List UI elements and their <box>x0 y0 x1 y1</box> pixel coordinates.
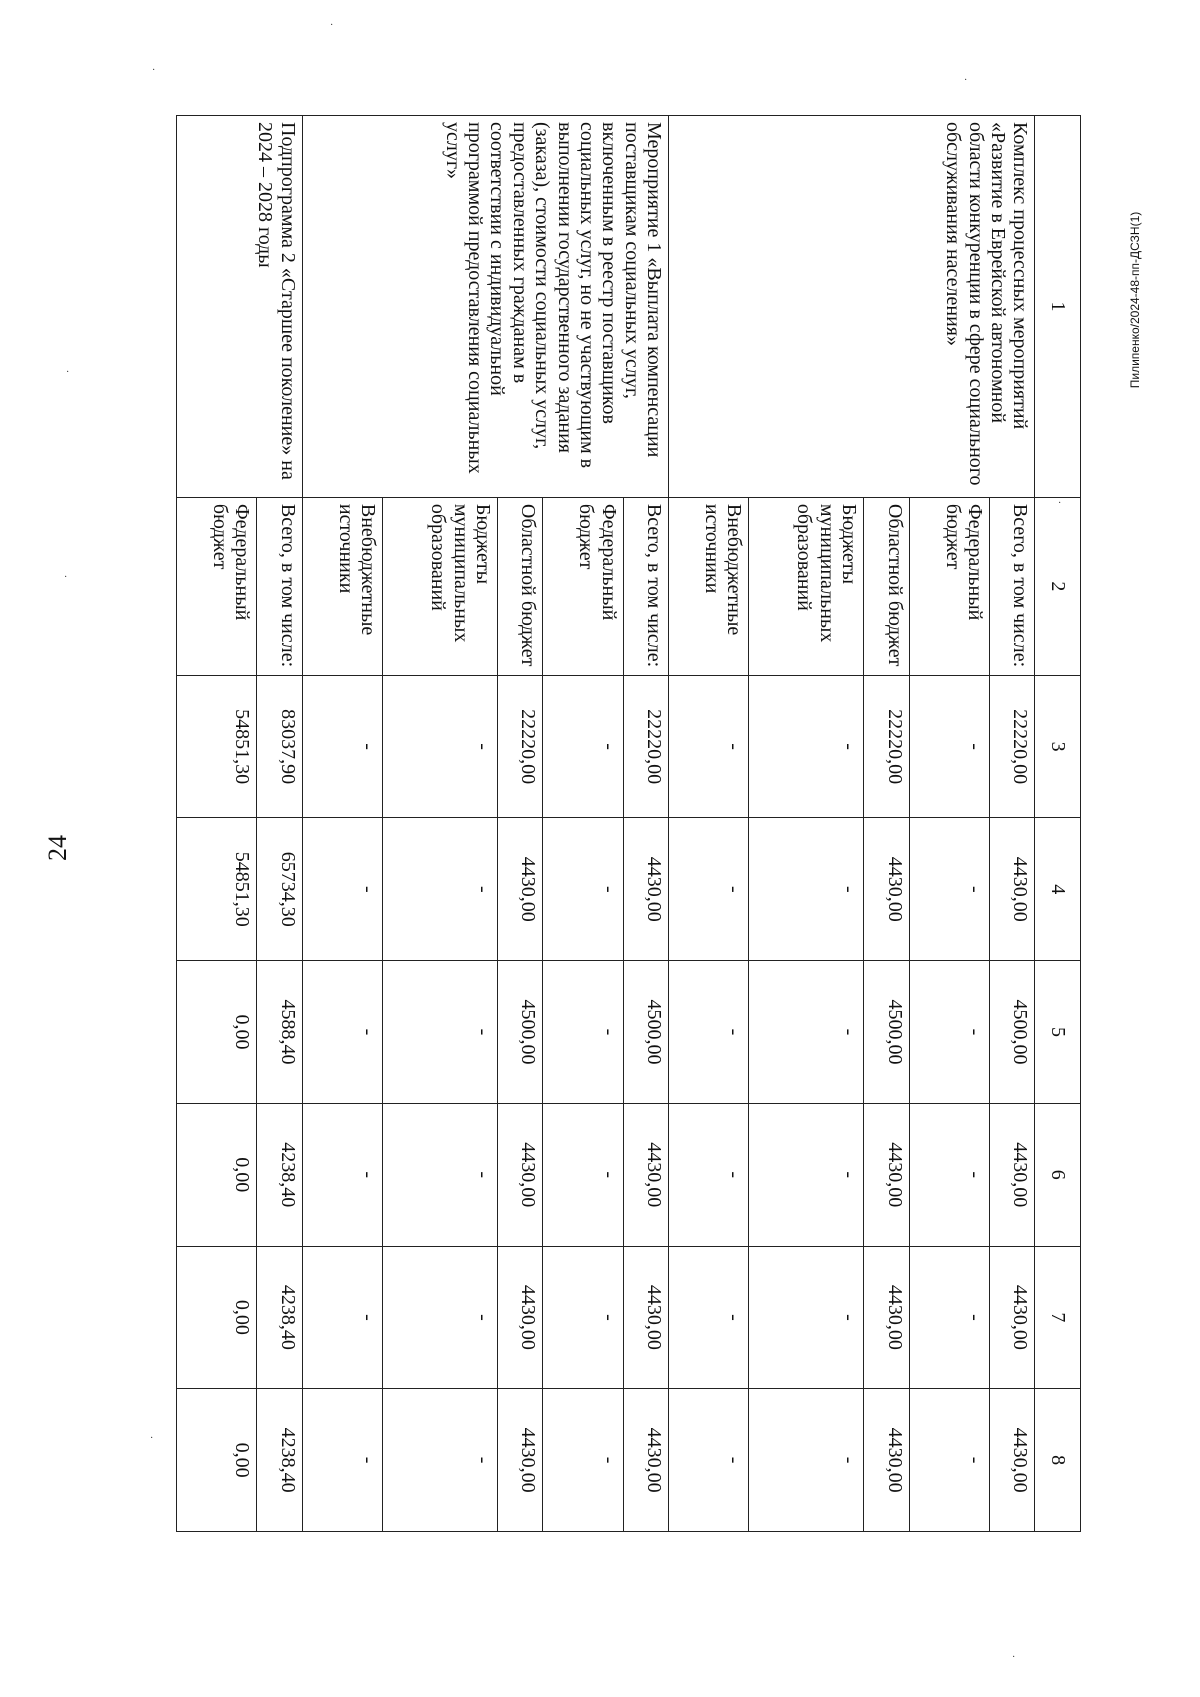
value-cell: - <box>383 1103 498 1246</box>
value-cell: - <box>543 961 623 1104</box>
scan-dot: · <box>1012 1652 1016 1663</box>
value-cell: 83037,90 <box>257 675 303 818</box>
value-cell: - <box>302 675 382 818</box>
value-cell: 4500,00 <box>989 961 1035 1104</box>
value-cell: 54851,30 <box>177 818 257 961</box>
value-cell: 4430,00 <box>864 1103 910 1246</box>
table-row <box>623 116 669 1532</box>
value-cell: 4238,40 <box>257 1103 303 1246</box>
funding-source: Областной бюджет <box>497 497 543 675</box>
value-cell: - <box>543 1103 623 1246</box>
value-cell: - <box>302 818 382 961</box>
budget-table-container <box>176 115 1081 1532</box>
value-cell: 4430,00 <box>623 1389 669 1532</box>
value-cell: - <box>749 1103 864 1246</box>
value-cell: 4430,00 <box>989 1103 1035 1246</box>
value-cell: 4430,00 <box>623 1246 669 1389</box>
value-cell: 0,00 <box>177 1246 257 1389</box>
column-number: 5 <box>1035 961 1081 1104</box>
funding-source: Областной бюджет <box>864 497 910 675</box>
funding-source: Внебюджетные источники <box>669 497 749 675</box>
value-cell: - <box>543 675 623 818</box>
value-cell: - <box>302 1246 382 1389</box>
value-cell: - <box>543 818 623 961</box>
value-cell: - <box>749 1246 864 1389</box>
value-cell: 4238,40 <box>257 1389 303 1532</box>
funding-source: Федеральный бюджет <box>177 497 257 675</box>
value-cell: - <box>383 818 498 961</box>
value-cell: 4430,00 <box>989 818 1035 961</box>
column-number: 8 <box>1035 1389 1081 1532</box>
value-cell: - <box>669 675 749 818</box>
value-cell: - <box>302 961 382 1104</box>
value-cell: - <box>302 1103 382 1246</box>
value-cell: 4430,00 <box>623 818 669 961</box>
value-cell: 4500,00 <box>497 961 543 1104</box>
value-cell: - <box>669 1103 749 1246</box>
value-cell: 4430,00 <box>497 818 543 961</box>
budget-table <box>176 115 1081 1532</box>
funding-source: Бюджеты муниципальных образований <box>383 497 498 675</box>
value-cell: 4430,00 <box>497 1246 543 1389</box>
funding-source: Всего, в том числе: <box>623 497 669 675</box>
value-cell: - <box>669 818 749 961</box>
value-cell: 54851,30 <box>177 675 257 818</box>
column-number: 2 <box>1035 497 1081 675</box>
value-cell: - <box>909 961 989 1104</box>
scan-dot: · <box>330 20 334 31</box>
column-number: 1 <box>1035 116 1081 498</box>
scan-dot: · <box>152 65 156 76</box>
value-cell: 4430,00 <box>864 1246 910 1389</box>
value-cell: 4430,00 <box>497 1389 543 1532</box>
value-cell: - <box>909 675 989 818</box>
value-cell: 4500,00 <box>623 961 669 1104</box>
scan-dot: · <box>1058 498 1062 509</box>
column-number: 4 <box>1035 818 1081 961</box>
column-number: 6 <box>1035 1103 1081 1246</box>
value-cell: 4430,00 <box>623 1103 669 1246</box>
table-row <box>257 116 303 1532</box>
value-cell: - <box>909 1246 989 1389</box>
value-cell: 22220,00 <box>989 675 1035 818</box>
value-cell: - <box>669 1389 749 1532</box>
page-number: 24 <box>43 835 72 861</box>
value-cell: 22220,00 <box>623 675 669 818</box>
block-title: Мероприятие 1 «Выплата компенсации поставщикам социальных услуг, включенным в реестр поставщиков социальных услуг, но не участвующим в выполнении государственного задания (заказа), стоимости социальных услуг, предоставленных гражданам в соответствии с индивидуальной программой предоставления социальных услуг» <box>302 116 668 498</box>
column-number: 7 <box>1035 1246 1081 1389</box>
value-cell: 4430,00 <box>864 818 910 961</box>
value-cell: 4430,00 <box>989 1389 1035 1532</box>
value-cell: - <box>383 1389 498 1532</box>
block-title: Подпрограмма 2 «Старшее поколение» на 2024 – 2028 годы <box>177 116 303 498</box>
value-cell: 0,00 <box>177 961 257 1104</box>
column-number: 3 <box>1035 675 1081 818</box>
column-number-row <box>1035 116 1081 1532</box>
value-cell: - <box>543 1246 623 1389</box>
scan-dot: · <box>64 572 68 583</box>
value-cell: 0,00 <box>177 1103 257 1246</box>
funding-source: Федеральный бюджет <box>909 497 989 675</box>
value-cell: - <box>909 1389 989 1532</box>
scan-dot: · <box>964 75 968 86</box>
funding-source: Федеральный бюджет <box>543 497 623 675</box>
value-cell: - <box>302 1389 382 1532</box>
value-cell: - <box>383 1246 498 1389</box>
value-cell: 4238,40 <box>257 1246 303 1389</box>
value-cell: 4430,00 <box>989 1246 1035 1389</box>
scan-dot: · <box>66 367 70 378</box>
value-cell: 22220,00 <box>497 675 543 818</box>
value-cell: - <box>543 1389 623 1532</box>
value-cell: 4588,40 <box>257 961 303 1104</box>
value-cell: 22220,00 <box>864 675 910 818</box>
value-cell: 4500,00 <box>864 961 910 1104</box>
document-code: Пилипенко/2024-48-пп-ДСЗН(1) <box>1128 211 1142 389</box>
funding-source: Бюджеты муниципальных образований <box>749 497 864 675</box>
value-cell: - <box>383 675 498 818</box>
value-cell: - <box>669 961 749 1104</box>
value-cell: 65734,30 <box>257 818 303 961</box>
value-cell: - <box>749 818 864 961</box>
funding-source: Всего, в том числе: <box>989 497 1035 675</box>
block-title: Комплекс процессных мероприятий «Развитие в Еврейской автономной области конкуренции в сфере социального обслуживания населения» <box>669 116 1035 498</box>
value-cell: - <box>909 1103 989 1246</box>
table-row <box>989 116 1035 1532</box>
value-cell: - <box>749 1389 864 1532</box>
value-cell: 0,00 <box>177 1389 257 1532</box>
value-cell: - <box>669 1246 749 1389</box>
funding-source: Всего, в том числе: <box>257 497 303 675</box>
scan-dot: · <box>150 1433 154 1444</box>
value-cell: - <box>749 961 864 1104</box>
funding-source: Внебюджетные источники <box>302 497 382 675</box>
value-cell: - <box>383 961 498 1104</box>
value-cell: - <box>909 818 989 961</box>
value-cell: 4430,00 <box>497 1103 543 1246</box>
value-cell: - <box>749 675 864 818</box>
value-cell: 4430,00 <box>864 1389 910 1532</box>
